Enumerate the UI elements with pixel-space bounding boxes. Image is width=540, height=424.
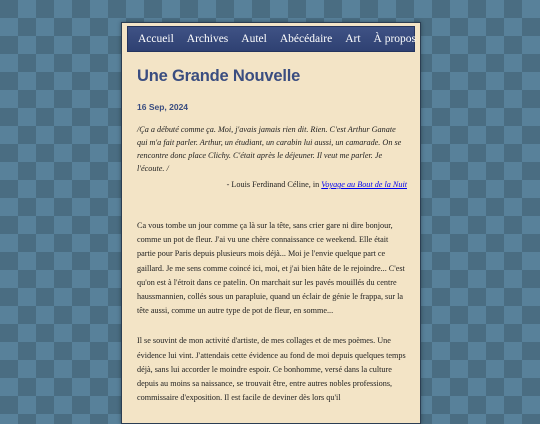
- attribution-author: - Louis Ferdinand Céline, in: [226, 180, 322, 189]
- post-paragraph-1: Ca vous tombe un jour comme ça là sur la tête, sans crier gare ni dire bonjour, comme un pot de fleur. J'ai vu une chère connaissance ce weekend. Elle était partie pour Paris depuis plusieurs mois déjà... Moi je l'envie quelque part ce gaillard. Je me sens comme coincé ici, moi, et j'ai bien hâte de le rejoindre... C'est qu'on est à l'étroit dans ce patelin. On marchait sur les pavés mouillés du centre haussmannien, collés sous un parapluie, quand un éclair de génie le frappa, sur la tête aussi, comme un autre type de pot de fleur, en somme...: [137, 221, 405, 316]
- nav-archives[interactable]: Archives: [186, 33, 229, 45]
- nav-art[interactable]: Art: [345, 33, 361, 45]
- post-content: [137, 67, 407, 405]
- post-title: Une Grande Nouvelle: [137, 67, 301, 85]
- post-quote: /Ça a débuté comme ça. Moi, j'avais jamais rien dit. Rien. C'est Arthur Ganate qui m'a fait parler. Arthur, un étudiant, un carabin lui aussi, un camarade. On se rencontre donc place Clichy. C'était après le déjeuner. Il veut me parler. Je l'écoute. /: [137, 125, 402, 173]
- post-date: 16 Sep, 2024: [137, 102, 189, 112]
- attribution-book-link[interactable]: Voyage au Bout de la Nuit: [321, 180, 407, 189]
- nav-abecedaire[interactable]: Abécédaire: [279, 33, 333, 45]
- nav-accueil[interactable]: Accueil: [138, 33, 174, 45]
- page-container: [121, 22, 421, 424]
- nav-a-propos[interactable]: À propos: [373, 33, 417, 45]
- main-nav: [127, 26, 415, 52]
- post-paragraph-2: Il se souvint de mon activité d'artiste, de mes collages et de mes poèmes. Une évidence lui vint. J'attendais cette évidence au fond de moi depuis quelques temps déjà, sans lui accorder le moindre espoir. Ce bonhomme, versé dans la culture depuis au moins sa naissance, se trouvait être, entre autres nobles professions, commissaire d'exposition. Il est facile de deviner dès lors qu'il: [137, 336, 406, 403]
- quote-attribution: [137, 180, 407, 189]
- nav-autel[interactable]: Autel: [241, 33, 267, 45]
